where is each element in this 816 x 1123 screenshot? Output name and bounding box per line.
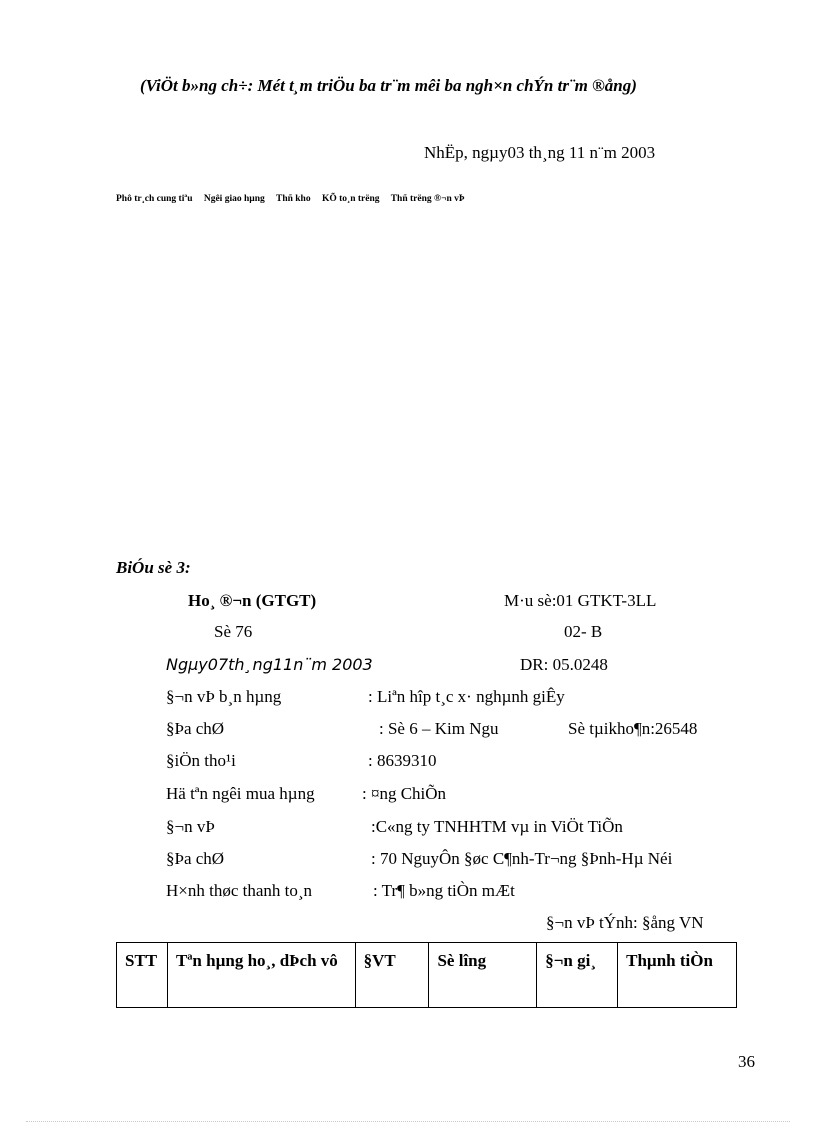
- invoice-dr: DR: 05.0248: [520, 655, 608, 674]
- form-label: BiÓu sè 3:: [116, 558, 191, 577]
- buyer-address-value: : 70 NguyÔn §øc C¶nh-Tr¬ng §Þnh-Hµ Néi: [371, 849, 673, 868]
- header-amount: Thµnh tiÒn: [618, 943, 737, 1008]
- seller-label: §¬n vÞ b¸n hµng: [166, 687, 282, 706]
- page-number: 36: [738, 1052, 755, 1071]
- signature-row: [116, 194, 474, 204]
- table-header-row: [117, 943, 737, 1008]
- invoice-items-table: [116, 942, 737, 1008]
- seller-value: : Liªn hîp t¸c x· nghµnh giÊy: [368, 687, 565, 706]
- buyer-unit-value: :C«ng ty TNHHTM vµ in ViÖt TiÕn: [371, 817, 623, 836]
- seller-account-number: Sè tµikho¶n:26548: [568, 719, 698, 738]
- payment-method-value: : Tr¶ b»ng tiÒn mÆt: [373, 881, 515, 900]
- page-bottom-divider: [26, 1121, 790, 1122]
- invoice-series: 02- B: [564, 622, 603, 641]
- currency-unit: §¬n vÞ tÝnh: §ång VN: [546, 913, 704, 932]
- payment-method-label: H×nh thøc thanh to¸n: [166, 881, 313, 900]
- amount-in-words-note: (ViÖt b»ng ch÷: Mét t¸m triÖu ba tr¨m mêi ba ngh×n chÝn tr¨m ®ång): [140, 76, 637, 95]
- buyer-name-label: Hä tªn ngêi mua hµng: [166, 784, 315, 803]
- phone-label: §iÖn tho¹i: [166, 751, 236, 770]
- phone-value: : 8639310: [368, 751, 437, 770]
- invoice-form-number: M·u sè:01 GTKT-3LL: [504, 591, 657, 610]
- buyer-address-label: §Þa chØ: [166, 849, 225, 868]
- seller-address-label: §Þa chØ: [166, 719, 225, 738]
- buyer-unit-label: §¬n vÞ: [166, 817, 215, 836]
- buyer-name-value: : ¤ng ChiÕn: [362, 784, 447, 803]
- invoice-date: Ngµy07th¸ng11n¨m 2003: [166, 655, 373, 674]
- invoice-title: Ho¸ ®¬n (GTGT): [188, 591, 317, 610]
- invoice-serial: Sè 76: [214, 622, 253, 641]
- signer-head-of-unit: Thñ trëng ®¬n vÞ: [390, 194, 465, 204]
- signer-storekeeper: Thñ kho: [275, 194, 311, 204]
- header-quantity: Sè lîng: [429, 943, 537, 1008]
- header-item-name: Tªn hµng ho¸, dÞch vô: [167, 943, 355, 1008]
- place-date-line: NhËp, ngµy03 th¸ng 11 n¨m 2003: [424, 143, 656, 162]
- header-stt: STT: [117, 943, 168, 1008]
- signer-purchasing: Phô tr¸ch cung tiªu: [116, 194, 193, 204]
- signer-deliverer: Ngêi giao hµng: [203, 194, 265, 204]
- signer-chief-accountant: KÕ to¸n trëng: [321, 194, 380, 204]
- seller-address-value: : Sè 6 – Kim Ngu: [379, 719, 499, 738]
- header-unit: §VT: [355, 943, 429, 1008]
- header-unit-price: §¬n gi¸: [537, 943, 618, 1008]
